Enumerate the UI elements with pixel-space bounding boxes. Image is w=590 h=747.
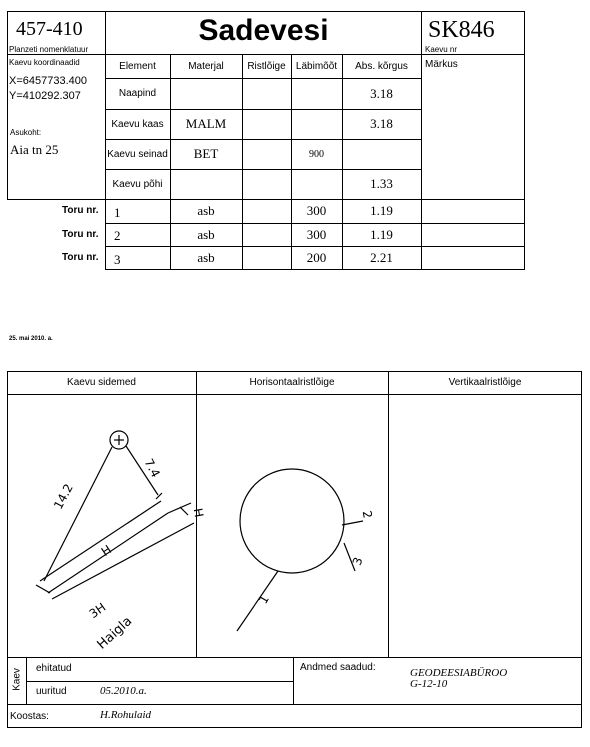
- location-label: Asukoht:: [10, 128, 42, 137]
- footer-side-label: Kaev: [11, 668, 23, 691]
- coord-y: Y=410292.307: [9, 90, 81, 102]
- well-circle: [240, 469, 344, 573]
- row-diameter: 900: [309, 148, 324, 160]
- tie-label: 14.2: [51, 481, 76, 512]
- header-diameter: Läbimõõt: [295, 60, 338, 72]
- header-abs-height: Abs. kõrgus: [355, 60, 408, 72]
- coords-label: Kaevu koordinaadid: [9, 58, 80, 67]
- panel-title-vertical: Vertikaalristlõige: [448, 377, 522, 388]
- pipe-material: asb: [197, 250, 215, 265]
- pipe-line: [342, 521, 363, 525]
- street-label: Haigla: [94, 613, 136, 653]
- tie-label: 7.4: [141, 456, 163, 480]
- pipe-material: asb: [197, 203, 215, 218]
- street-line: [52, 523, 194, 599]
- pipe-material: asb: [197, 226, 215, 242]
- panel-title-horizontal: Horisontaalristlõige: [249, 377, 335, 388]
- data-source-code: G-12-10: [410, 678, 448, 690]
- row-element: Kaevu seinad: [107, 148, 168, 160]
- compiled-value: H.Rohulaid: [100, 709, 152, 721]
- pipe-label: Toru nr.: [62, 252, 99, 263]
- row-element: Naapind: [118, 88, 157, 99]
- pipe-abs: 2.21: [370, 250, 393, 265]
- pipe-number-label: 3: [349, 555, 366, 568]
- data-source-value: GEODEESIABÜROO: [410, 667, 508, 679]
- pipe-number: 2: [114, 228, 121, 243]
- pipe-number: 1: [114, 205, 121, 220]
- building-wall: [40, 501, 161, 581]
- row-material: MALM: [185, 116, 227, 131]
- pipe-number-label: 2: [359, 509, 375, 520]
- horizontal-section-sketch: [197, 395, 387, 657]
- pipe-label: Toru nr.: [62, 229, 99, 240]
- header-material: Materjal: [188, 60, 224, 72]
- surveyed-value: 05.2010.a.: [100, 685, 147, 697]
- page-title: Sadevesi: [198, 14, 329, 47]
- well-number: SK846: [428, 17, 495, 43]
- well-number-label: Kaevu nr: [425, 45, 458, 54]
- tie-label: H: [190, 507, 207, 519]
- pipe-abs: 1.19: [370, 203, 393, 218]
- pipe-diameter: 300: [306, 226, 327, 242]
- pipe-abs: 1.19: [370, 226, 393, 242]
- header-remarks: Märkus: [425, 59, 458, 70]
- panel-title-sidemed: Kaevu sidemed: [67, 377, 136, 388]
- row-element: Kaevu kaas: [111, 118, 164, 130]
- building-wall: [168, 503, 191, 513]
- row-abs: 3.18: [370, 116, 393, 131]
- location-value: Aia tn 25: [10, 142, 59, 157]
- well-ties-sketch: [8, 395, 207, 657]
- nomenclature-number: 457-410: [16, 18, 83, 40]
- nomenclature-label: Planzeti nomenklatuur: [9, 45, 89, 54]
- pipe-label: Toru nr.: [62, 205, 99, 216]
- header-cross-section: Ristlõige: [247, 60, 286, 72]
- data-source-label: Andmed saadud:: [300, 662, 376, 673]
- built-label: ehitatud: [36, 663, 72, 674]
- row-abs: 1.33: [370, 176, 393, 191]
- tie-label: H: [98, 542, 115, 560]
- tie-line: [44, 447, 115, 581]
- pipe-number: 3: [114, 252, 121, 267]
- row-material: BET: [193, 146, 219, 161]
- surveyed-label: uuritud: [36, 686, 67, 697]
- coord-x: X=6457733.400: [9, 75, 87, 87]
- pipe-diameter: 200: [306, 250, 327, 265]
- row-abs: 3.18: [370, 85, 393, 101]
- date-note: 25. mai 2010. a.: [9, 336, 53, 342]
- header-element: Element: [119, 60, 156, 72]
- building-label: 3H: [86, 599, 109, 622]
- compiled-label: Koostas:: [10, 711, 49, 722]
- row-element: Kaevu põhi: [112, 178, 163, 190]
- pipe-number-label: 1: [255, 592, 272, 607]
- pipe-diameter: 300: [306, 203, 327, 218]
